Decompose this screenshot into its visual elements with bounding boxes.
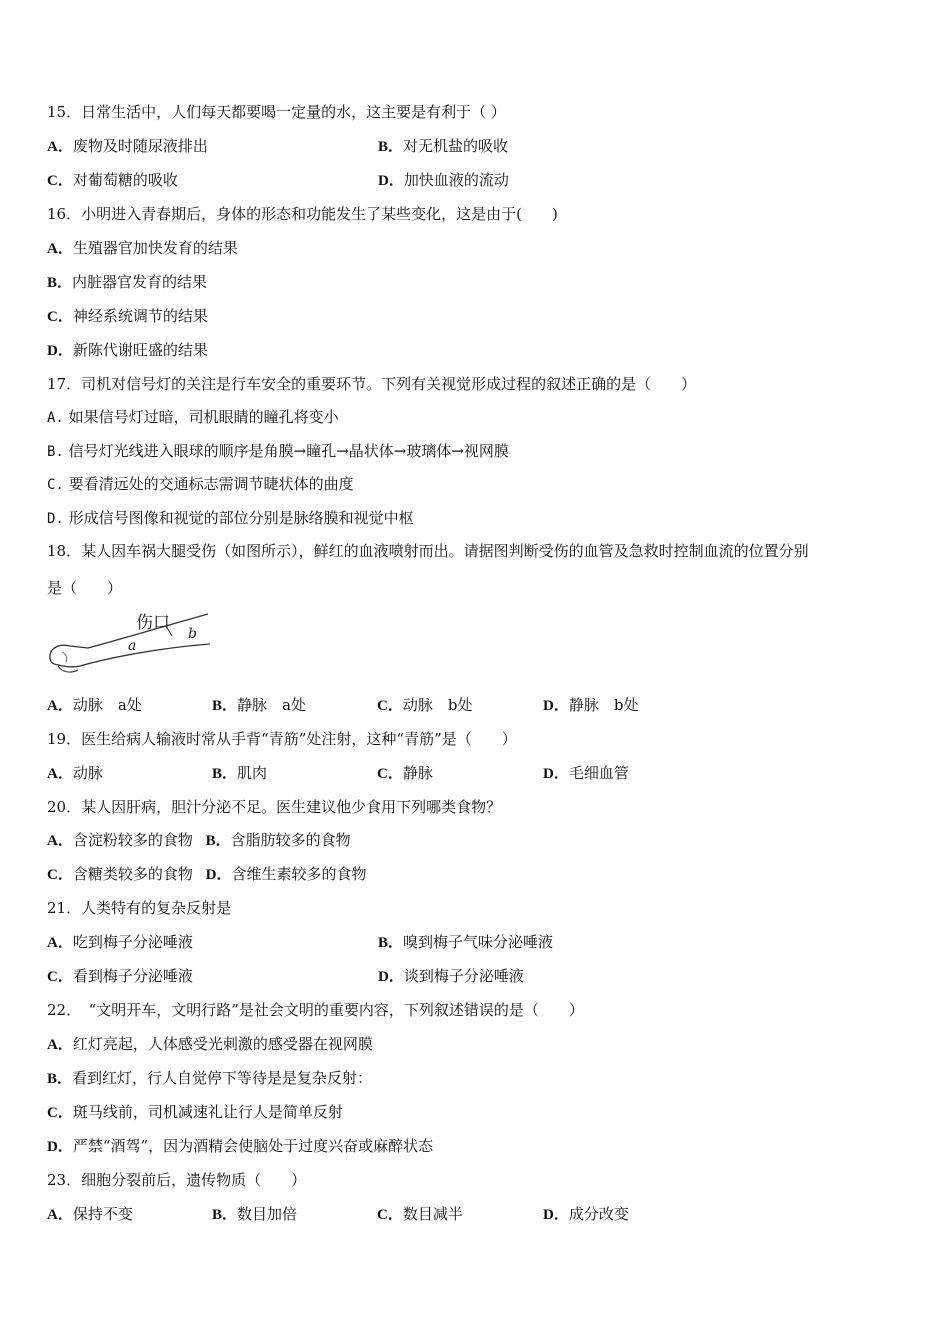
option-b[interactable]: B．嗅到梅子气味分泌唾液 [378,933,554,951]
question-18-stem: 18．某人因车祸大腿受伤（如图所示），鲜红的血液喷射而出。请据图判断受伤的血管及急救时控制血流的位置分别 [47,542,809,560]
option-c[interactable]: C. 要看清远处的交通标志需调节睫状体的曲度 [47,475,354,493]
option-b[interactable]: B．内脏器官发育的结果 [47,273,208,291]
question-15-options-row2 [47,170,897,191]
option-a[interactable]: A．吃到梅子分泌唾液 [47,933,193,951]
question-20-options-row1 [47,830,351,851]
question-15-stem: 15．日常生活中，人们每天都要喝一定量的水，这主要是有利于（ ） [47,103,506,121]
option-a[interactable]: A．动脉 [47,764,103,782]
question-22-stem: 22． “文明开车，文明行路”是社会文明的重要内容，下列叙述错误的是（ ） [47,1001,584,1019]
option-d[interactable]: D．成分改变 [543,1205,629,1223]
question-17-stem: 17．司机对信号灯的关注是行车安全的重要环节。下列有关视觉形成过程的叙述正确的是（ ） [47,375,697,393]
option-b[interactable]: B．对无机盐的吸收 [378,137,509,155]
point-b-label: b [188,626,197,642]
option-d[interactable]: D．静脉 b处 [543,696,639,714]
option-a[interactable]: A．废物及时随尿液排出 [47,137,208,155]
option-c[interactable]: C．神经系统调节的结果 [47,307,208,325]
question-21-stem: 21．人类特有的复杂反射是 [47,899,232,917]
question-19-stem: 19．医生给病人输液时常从手背“青筋”处注射，这种“青筋”是（ ） [47,730,517,748]
option-b[interactable]: B. 信号灯光线进入眼球的顺序是角膜→瞳孔→晶状体→玻璃体→视网膜 [47,442,509,460]
leg-wound-figure [48,608,213,680]
question-20-stem: 20．某人因肝病，胆汁分泌不足。医生建议他少食用下列哪类食物？ [47,798,502,816]
option-a[interactable]: A．红灯亮起，人体感受光刺激的感受器在视网膜 [47,1035,373,1053]
option-d[interactable]: D．严禁“酒驾”，因为酒精会使脑处于过度兴奋或麻醉状态 [47,1137,434,1155]
option-b[interactable]: B．数目加倍 [212,1205,298,1223]
option-d[interactable]: D．加快血液的流动 [378,171,509,189]
option-c[interactable]: C．斑马线前，司机减速礼让行人是简单反射 [47,1103,343,1121]
option-c[interactable]: C．对葡萄糖的吸收 [47,171,178,189]
option-d[interactable]: D．毛细血管 [543,764,629,782]
option-a[interactable]: A．生殖器官加快发育的结果 [47,239,238,257]
point-a-label: a [128,638,137,654]
question-21-options-row1 [47,932,897,953]
question-20-options-row2 [47,864,367,885]
option-c[interactable]: C．看到梅子分泌唾液 [47,967,193,985]
question-16-stem: 16．小明进入青春期后，身体的形态和功能发生了某些变化，这是由于( ) [47,205,558,223]
option-a[interactable]: A．保持不变 [47,1205,133,1223]
option-a[interactable]: A．动脉 a处 [47,696,142,714]
option-d[interactable]: D．含维生素较多的食物 [205,865,367,883]
wound-label: 伤口 [136,613,170,633]
option-b[interactable]: B．肌肉 [212,764,268,782]
option-a[interactable]: A. 如果信号灯过暗，司机眼睛的瞳孔将变小 [47,408,339,426]
question-23-stem: 23．细胞分裂前后，遗传物质（ ） [47,1171,307,1189]
option-d[interactable]: D. 形成信号图像和视觉的部位分别是脉络膜和视觉中枢 [47,509,414,527]
option-c[interactable]: C．动脉 b处 [377,696,473,714]
option-b[interactable]: B．静脉 a处 [212,696,306,714]
option-d[interactable]: D．新陈代谢旺盛的结果 [47,341,208,359]
question-15-options-row1 [47,136,897,157]
option-c[interactable]: C．数目减半 [377,1205,463,1223]
option-b[interactable]: B．含脂肪较多的食物 [205,831,351,849]
option-a[interactable]: A．含淀粉较多的食物 [47,831,193,849]
option-c[interactable]: C．静脉 [377,764,433,782]
question-18-stem-continued: 是（ ） [47,579,123,597]
option-b[interactable]: B．看到红灯，行人自觉停下等待是是复杂反射： [47,1069,373,1087]
option-c[interactable]: C．含糖类较多的食物 [47,865,193,883]
question-21-options-row2 [47,966,897,987]
option-d[interactable]: D．谈到梅子分泌唾液 [378,967,524,985]
